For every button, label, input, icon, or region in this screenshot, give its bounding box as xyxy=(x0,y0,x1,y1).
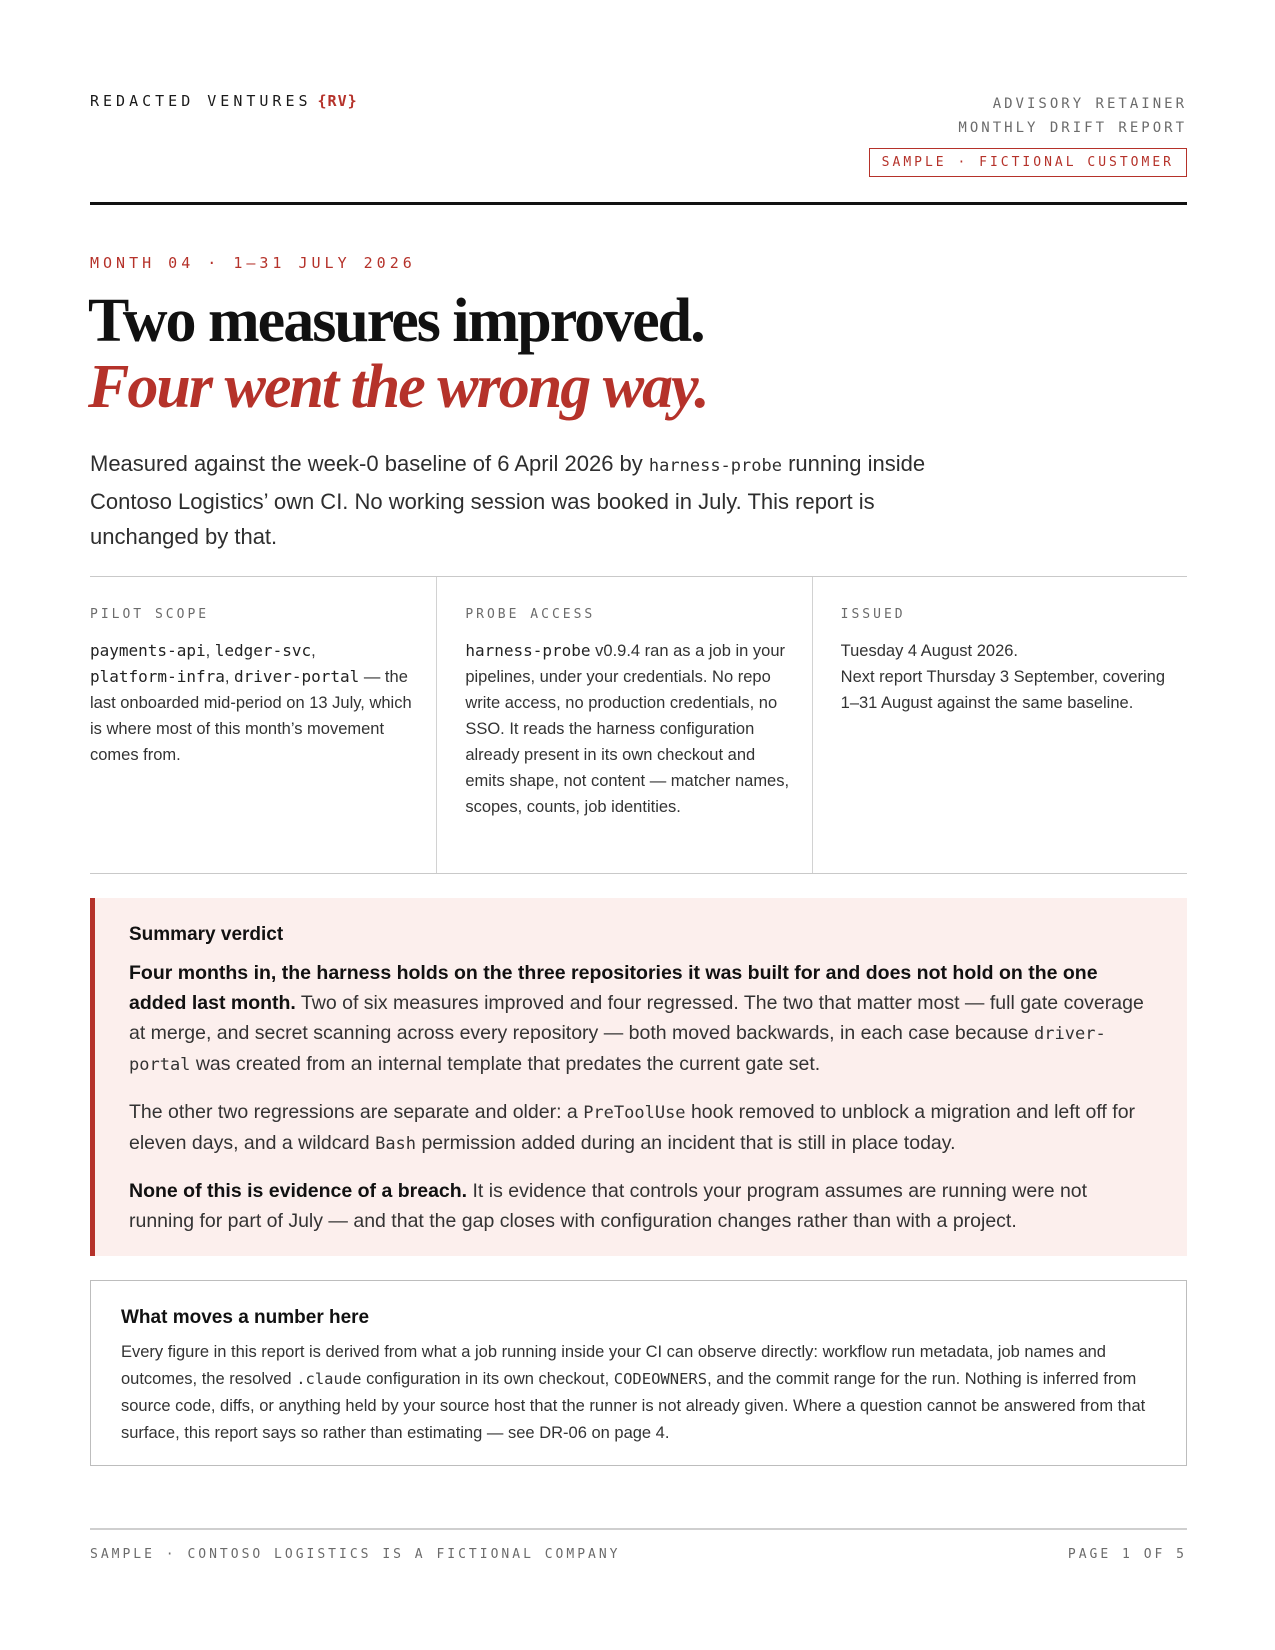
report-type-line1: ADVISORY RETAINER xyxy=(992,96,1187,112)
repo-name: payments-api xyxy=(90,641,206,660)
info-columns xyxy=(90,576,1187,874)
verdict-text: The other two regressions are separate and older: a xyxy=(129,1101,584,1123)
probe-access-label: PROBE ACCESS xyxy=(465,607,596,622)
report-period: MONTH 04 · 1–31 JULY 2026 xyxy=(90,254,416,272)
brand-name: REDACTED VENTURES xyxy=(90,92,312,110)
next-report: Next report Thursday 3 September, covering 1–31 August against the same baseline. xyxy=(840,668,1166,712)
probe-access-column xyxy=(436,577,811,873)
headline xyxy=(88,288,708,420)
page-number: PAGE 1 OF 5 xyxy=(1067,1547,1187,1562)
verdict-paragraph-3 xyxy=(129,1176,1153,1236)
separator: , xyxy=(224,668,235,686)
method-text: , and the commit range for the run. Nothing is inferred from source code, diffs, or anything held by your source host that the runner is not already given. Where a question cannot be answered from that surface, this report says so rather than estimating — see DR-06 on page 4. xyxy=(121,1370,1146,1442)
verdict-text: was created from an internal template that predates the current gate set. xyxy=(190,1053,821,1075)
footer-divider xyxy=(90,1528,1187,1530)
method-box xyxy=(90,1280,1187,1466)
repo-name: driver-portal xyxy=(234,667,360,686)
issued-date: Tuesday 4 August 2026. xyxy=(840,642,1019,660)
verdict-paragraph-1 xyxy=(129,958,1153,1080)
method-paragraph xyxy=(121,1339,1156,1447)
verdict-text: permission added during an incident that is still in place today. xyxy=(416,1132,956,1154)
headline-line1: Two measures improved. xyxy=(88,287,704,355)
report-type-line2: MONTHLY DRIFT REPORT xyxy=(958,120,1187,136)
brand-wordmark xyxy=(90,92,358,110)
headline-line2: Four went the wrong way. xyxy=(88,353,708,421)
probe-access-text: v0.9.4 ran as a job in your pipelines, under your credentials. No repo write access, no production credentials, no SSO. It reads the harness configuration already present in its own checkout and emits shape, not content — matcher names, scopes, counts, job identities. xyxy=(465,642,790,816)
lede-text-post: running inside Contoso Logistics’ own CI. No working session was booked in July. This report is unchanged by that. xyxy=(90,451,926,549)
header-divider xyxy=(90,202,1187,205)
probe-access-body xyxy=(465,638,791,820)
permission-name: Bash xyxy=(375,1134,417,1154)
verdict-text: It is evidence that controls your program assumes are running were not running for part of July — and that the gap closes with configuration changes rather than with a project. xyxy=(129,1180,1088,1232)
separator: , xyxy=(205,642,215,660)
separator: , xyxy=(311,642,316,660)
verdict-text: Two of six measures improved and four regressed. The two that matter most — full gate coverage at merge, and secret scanning across every repository — both moved backwards, in each case because xyxy=(129,992,1144,1044)
method-title: What moves a number here xyxy=(121,1307,370,1328)
verdict-breach-note: None of this is evidence of a breach. xyxy=(129,1180,468,1202)
issued-body xyxy=(841,638,1167,716)
pilot-scope-column xyxy=(90,577,436,873)
issued-column xyxy=(812,577,1187,873)
report-type xyxy=(958,92,1187,140)
repo-name: platform-infra xyxy=(90,667,225,686)
sample-badge: SAMPLE · FICTIONAL CUSTOMER xyxy=(869,148,1187,177)
config-dir: .claude xyxy=(296,1370,362,1388)
method-text: Every figure in this report is derived from what a job running inside your CI can observe directly: workflow run metadata, job names and outcomes, the resolved xyxy=(121,1343,1106,1388)
repo-name: driver-portal xyxy=(129,1024,1106,1075)
pilot-scope-text: — the last onboarded mid-period on 13 July, which is where most of this month’s movement comes from. xyxy=(90,668,412,764)
codeowners-file: CODEOWNERS xyxy=(613,1370,708,1388)
brand-logo-mark: {RV} xyxy=(317,92,358,110)
issued-label: ISSUED xyxy=(840,607,906,622)
lede-text-pre: Measured against the week-0 baseline of 6 April 2026 by xyxy=(90,451,649,476)
probe-name: harness-probe xyxy=(465,641,591,660)
method-text: configuration in its own checkout, xyxy=(361,1370,614,1388)
lede-code: harness-probe xyxy=(648,456,782,476)
verdict-lead: Four months in, the harness holds on the three repositories it was built for and does not hold on the one added last month. xyxy=(129,962,1098,1014)
pilot-scope-label: PILOT SCOPE xyxy=(90,607,210,622)
repo-name: ledger-svc xyxy=(214,641,312,660)
summary-verdict-box xyxy=(90,898,1187,1256)
hook-name: PreToolUse xyxy=(583,1103,686,1123)
pilot-scope-body xyxy=(90,638,416,768)
verdict-title: Summary verdict xyxy=(129,924,284,945)
lede-paragraph xyxy=(90,446,930,554)
verdict-paragraph-2 xyxy=(129,1097,1153,1159)
footer-disclaimer: SAMPLE · CONTOSO LOGISTICS IS A FICTIONAL COMPANY xyxy=(90,1547,621,1562)
verdict-text: hook removed to unblock a migration and left off for eleven days, and a wildcard xyxy=(129,1101,1136,1154)
